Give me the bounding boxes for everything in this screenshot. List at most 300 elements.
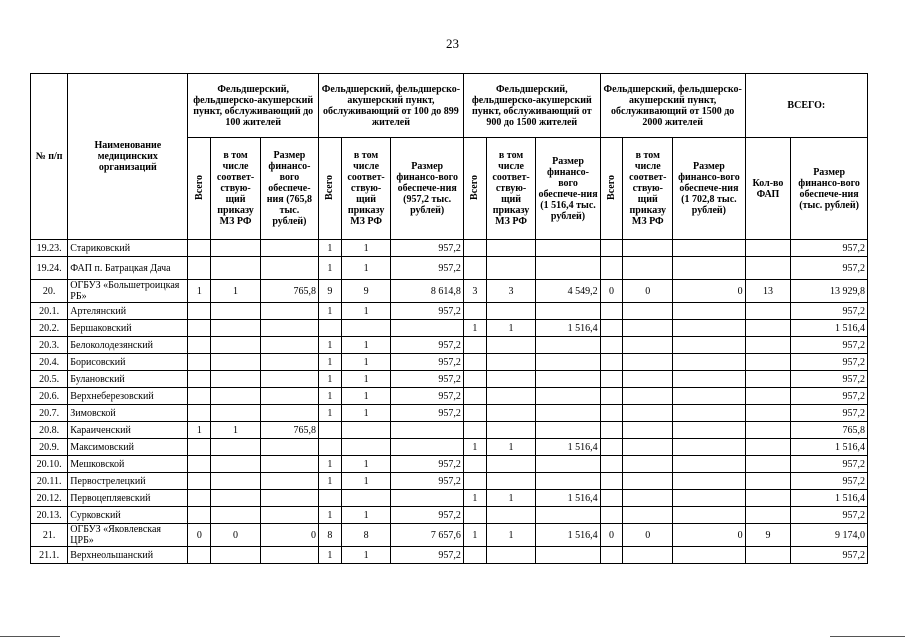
table-row	[31, 320, 868, 337]
organization-name: Белоколодезянский	[68, 337, 188, 354]
organization-name: Борисовский	[68, 354, 188, 371]
total-financing-cell: 957,2	[791, 507, 868, 524]
g1-total-cell	[188, 354, 211, 371]
header-g3-total: Всего	[463, 138, 486, 240]
g4-total-cell	[600, 240, 623, 257]
g1-in-that-cell: 1	[211, 422, 261, 439]
g1-in-that-cell: 0	[211, 524, 261, 547]
g4-total-cell	[600, 456, 623, 473]
table-row	[31, 490, 868, 507]
g2-in-that-cell: 1	[341, 507, 391, 524]
g2-financing-cell: 957,2	[391, 547, 464, 564]
g1-total-cell	[188, 257, 211, 280]
total-financing-cell: 957,2	[791, 240, 868, 257]
g2-financing-cell: 957,2	[391, 354, 464, 371]
g2-financing-cell: 8 614,8	[391, 280, 464, 303]
g3-total-cell	[463, 547, 486, 564]
g3-total-cell	[463, 507, 486, 524]
g4-in-that-cell: 0	[623, 280, 673, 303]
header-group-up-to-100: Фельдшерский, фельдшерско-акушерский пункт, обслуживающий до 100 жителей	[188, 74, 319, 138]
g4-total-cell	[600, 354, 623, 371]
g2-financing-cell	[391, 439, 464, 456]
header-g3-financing: Размер финансо-вого обеспече-ния (1 516,4 тыс. рублей)	[536, 138, 600, 240]
total-financing-cell: 957,2	[791, 337, 868, 354]
g3-financing-cell	[536, 337, 600, 354]
total-financing-cell: 9 174,0	[791, 524, 868, 547]
g3-in-that-cell: 1	[486, 490, 536, 507]
g1-in-that-cell	[211, 405, 261, 422]
g3-total-cell	[463, 456, 486, 473]
g2-total-cell: 1	[318, 547, 341, 564]
g2-total-cell: 1	[318, 388, 341, 405]
g3-in-that-cell	[486, 405, 536, 422]
g4-financing-cell	[673, 388, 746, 405]
g4-in-that-cell	[623, 473, 673, 490]
g1-financing-cell	[260, 257, 318, 280]
g2-in-that-cell: 1	[341, 473, 391, 490]
header-organization-name: Наименование медицинских организаций	[68, 74, 188, 240]
g2-total-cell: 1	[318, 473, 341, 490]
g2-total-cell: 1	[318, 405, 341, 422]
g3-financing-cell	[536, 257, 600, 280]
g4-in-that-cell	[623, 422, 673, 439]
fap-count-cell	[745, 257, 791, 280]
g2-total-cell: 9	[318, 280, 341, 303]
g4-total-cell: 0	[600, 524, 623, 547]
g2-total-cell: 1	[318, 371, 341, 388]
fap-count-cell	[745, 354, 791, 371]
total-financing-cell: 957,2	[791, 388, 868, 405]
header-group-1500-2000: Фельдшерский, фельдшерско-акушерский пункт, обслуживающий от 1500 до 2000 жителей	[600, 74, 745, 138]
g4-financing-cell	[673, 240, 746, 257]
row-number: 20.10.	[31, 456, 68, 473]
g1-in-that-cell: 1	[211, 280, 261, 303]
g4-financing-cell: 0	[673, 280, 746, 303]
organization-name: Мешковской	[68, 456, 188, 473]
row-number: 20.2.	[31, 320, 68, 337]
g1-total-cell	[188, 490, 211, 507]
g3-total-cell: 1	[463, 524, 486, 547]
g4-financing-cell	[673, 456, 746, 473]
table-row	[31, 303, 868, 320]
fap-count-cell	[745, 439, 791, 456]
header-g1-total: Всего	[188, 138, 211, 240]
total-financing-cell: 957,2	[791, 547, 868, 564]
g2-total-cell: 1	[318, 507, 341, 524]
total-financing-cell: 957,2	[791, 405, 868, 422]
g3-financing-cell	[536, 547, 600, 564]
g2-financing-cell: 957,2	[391, 257, 464, 280]
table-row	[31, 524, 868, 547]
g1-financing-cell: 765,8	[260, 280, 318, 303]
g3-financing-cell	[536, 456, 600, 473]
g1-total-cell: 1	[188, 422, 211, 439]
g3-total-cell	[463, 354, 486, 371]
g1-total-cell	[188, 547, 211, 564]
g1-total-cell: 0	[188, 524, 211, 547]
g4-in-that-cell	[623, 388, 673, 405]
row-number: 19.23.	[31, 240, 68, 257]
organization-name: Максимовский	[68, 439, 188, 456]
g3-financing-cell: 1 516,4	[536, 439, 600, 456]
g1-total-cell	[188, 371, 211, 388]
g3-in-that-cell	[486, 547, 536, 564]
g1-financing-cell	[260, 320, 318, 337]
g2-total-cell: 1	[318, 303, 341, 320]
g1-financing-cell	[260, 388, 318, 405]
g2-financing-cell: 957,2	[391, 240, 464, 257]
g1-financing-cell	[260, 303, 318, 320]
g2-financing-cell	[391, 320, 464, 337]
fap-count-cell	[745, 388, 791, 405]
g3-in-that-cell	[486, 337, 536, 354]
g4-financing-cell	[673, 257, 746, 280]
g4-financing-cell	[673, 422, 746, 439]
row-number: 20.13.	[31, 507, 68, 524]
g3-total-cell	[463, 388, 486, 405]
g1-in-that-cell	[211, 371, 261, 388]
header-g4-financing: Размер финансо-вого обеспече-ния (1 702,8 тыс. рублей)	[673, 138, 746, 240]
g4-total-cell	[600, 405, 623, 422]
g2-in-that-cell: 9	[341, 280, 391, 303]
g4-total-cell	[600, 507, 623, 524]
g1-financing-cell	[260, 439, 318, 456]
total-financing-cell: 13 929,8	[791, 280, 868, 303]
g4-in-that-cell	[623, 257, 673, 280]
header-g4-in-that: в том числе соответ-ствую-щий приказу МЗ РФ	[623, 138, 673, 240]
table-row	[31, 354, 868, 371]
g1-financing-cell	[260, 240, 318, 257]
row-number: 20.3.	[31, 337, 68, 354]
g2-financing-cell	[391, 490, 464, 507]
g3-total-cell	[463, 422, 486, 439]
g1-in-that-cell	[211, 490, 261, 507]
g2-total-cell: 8	[318, 524, 341, 547]
g2-total-cell: 1	[318, 337, 341, 354]
g2-in-that-cell: 1	[341, 388, 391, 405]
organization-name: Стариковский	[68, 240, 188, 257]
fap-count-cell	[745, 303, 791, 320]
g2-total-cell	[318, 490, 341, 507]
g1-total-cell	[188, 439, 211, 456]
header-g4-total: Всего	[600, 138, 623, 240]
total-financing-cell: 957,2	[791, 354, 868, 371]
g4-financing-cell	[673, 473, 746, 490]
g1-total-cell	[188, 456, 211, 473]
g1-in-that-cell	[211, 303, 261, 320]
fap-count-cell	[745, 337, 791, 354]
fap-count-cell	[745, 320, 791, 337]
g3-financing-cell: 4 549,2	[536, 280, 600, 303]
total-financing-cell: 957,2	[791, 473, 868, 490]
total-financing-cell: 1 516,4	[791, 490, 868, 507]
g1-financing-cell	[260, 490, 318, 507]
g3-total-cell: 1	[463, 320, 486, 337]
g4-financing-cell	[673, 337, 746, 354]
g1-financing-cell	[260, 371, 318, 388]
fap-count-cell	[745, 422, 791, 439]
organization-name: Зимовской	[68, 405, 188, 422]
g3-total-cell	[463, 303, 486, 320]
row-number: 20.9.	[31, 439, 68, 456]
g1-total-cell: 1	[188, 280, 211, 303]
g1-in-that-cell	[211, 240, 261, 257]
g4-total-cell	[600, 473, 623, 490]
g4-financing-cell	[673, 547, 746, 564]
g4-in-that-cell	[623, 337, 673, 354]
g2-in-that-cell: 1	[341, 371, 391, 388]
g3-total-cell	[463, 473, 486, 490]
g2-total-cell: 1	[318, 240, 341, 257]
g2-total-cell: 1	[318, 354, 341, 371]
g3-financing-cell	[536, 422, 600, 439]
g1-financing-cell	[260, 547, 318, 564]
organization-name: Булановский	[68, 371, 188, 388]
g4-total-cell	[600, 547, 623, 564]
g3-in-that-cell: 1	[486, 524, 536, 547]
g3-in-that-cell	[486, 422, 536, 439]
g1-financing-cell: 765,8	[260, 422, 318, 439]
g4-financing-cell	[673, 507, 746, 524]
header-g2-total: Всего	[318, 138, 341, 240]
g4-total-cell	[600, 422, 623, 439]
total-financing-cell: 957,2	[791, 371, 868, 388]
organization-name: Первострелецкий	[68, 473, 188, 490]
g1-total-cell	[188, 303, 211, 320]
g4-in-that-cell	[623, 547, 673, 564]
g3-in-that-cell: 3	[486, 280, 536, 303]
fap-count-cell	[745, 456, 791, 473]
g4-financing-cell	[673, 371, 746, 388]
g3-financing-cell: 1 516,4	[536, 320, 600, 337]
g3-total-cell: 3	[463, 280, 486, 303]
g2-financing-cell: 7 657,6	[391, 524, 464, 547]
table-row	[31, 337, 868, 354]
g2-in-that-cell: 1	[341, 303, 391, 320]
header-group-100-899: Фельдшерский, фельдшерско-акушерский пункт, обслуживающий от 100 до 899 жителей	[318, 74, 463, 138]
row-number: 20.7.	[31, 405, 68, 422]
g3-in-that-cell	[486, 354, 536, 371]
organization-name: Верхнеольшанский	[68, 547, 188, 564]
g1-total-cell	[188, 473, 211, 490]
g3-in-that-cell	[486, 388, 536, 405]
table-row	[31, 388, 868, 405]
table-row	[31, 240, 868, 257]
g4-in-that-cell: 0	[623, 524, 673, 547]
page-number: 23	[446, 36, 459, 51]
g1-financing-cell	[260, 354, 318, 371]
g4-total-cell	[600, 257, 623, 280]
organization-name: Верхнеберезовский	[68, 388, 188, 405]
g4-in-that-cell	[623, 405, 673, 422]
g2-in-that-cell	[341, 320, 391, 337]
g1-financing-cell	[260, 405, 318, 422]
scan-artifact-line	[0, 636, 60, 637]
g4-in-that-cell	[623, 354, 673, 371]
g3-financing-cell: 1 516,4	[536, 524, 600, 547]
g2-financing-cell: 957,2	[391, 303, 464, 320]
total-financing-cell: 1 516,4	[791, 439, 868, 456]
row-number: 20.4.	[31, 354, 68, 371]
table-row	[31, 456, 868, 473]
table-row	[31, 280, 868, 303]
g2-in-that-cell: 1	[341, 547, 391, 564]
organization-name: ФАП п. Батрацкая Дача	[68, 257, 188, 280]
g3-in-that-cell: 1	[486, 439, 536, 456]
table-row	[31, 507, 868, 524]
g2-in-that-cell: 1	[341, 257, 391, 280]
g1-total-cell	[188, 405, 211, 422]
g2-financing-cell: 957,2	[391, 473, 464, 490]
total-financing-cell: 765,8	[791, 422, 868, 439]
g2-financing-cell: 957,2	[391, 388, 464, 405]
g4-total-cell	[600, 303, 623, 320]
scan-artifact-line	[830, 636, 905, 637]
g2-financing-cell: 957,2	[391, 337, 464, 354]
total-financing-cell: 957,2	[791, 456, 868, 473]
g1-total-cell	[188, 388, 211, 405]
g1-in-that-cell	[211, 473, 261, 490]
g3-total-cell	[463, 371, 486, 388]
organization-name: Сурковский	[68, 507, 188, 524]
g3-in-that-cell	[486, 257, 536, 280]
g3-financing-cell: 1 516,4	[536, 490, 600, 507]
g2-in-that-cell: 8	[341, 524, 391, 547]
g1-financing-cell	[260, 337, 318, 354]
row-number: 20.	[31, 280, 68, 303]
g4-total-cell	[600, 337, 623, 354]
g4-in-that-cell	[623, 303, 673, 320]
g3-financing-cell	[536, 507, 600, 524]
g4-financing-cell	[673, 490, 746, 507]
row-number: 21.1.	[31, 547, 68, 564]
g1-in-that-cell	[211, 547, 261, 564]
g4-total-cell	[600, 320, 623, 337]
g3-in-that-cell	[486, 303, 536, 320]
g4-in-that-cell	[623, 507, 673, 524]
g2-financing-cell: 957,2	[391, 456, 464, 473]
g1-total-cell	[188, 337, 211, 354]
table-row	[31, 473, 868, 490]
g3-in-that-cell	[486, 473, 536, 490]
g1-in-that-cell	[211, 456, 261, 473]
g3-total-cell: 1	[463, 439, 486, 456]
fap-financing-table	[30, 73, 868, 564]
row-number: 21.	[31, 524, 68, 547]
g4-in-that-cell	[623, 456, 673, 473]
g2-in-that-cell	[341, 439, 391, 456]
g4-total-cell	[600, 439, 623, 456]
g2-in-that-cell: 1	[341, 405, 391, 422]
g3-total-cell	[463, 240, 486, 257]
g4-in-that-cell	[623, 439, 673, 456]
total-financing-cell: 1 516,4	[791, 320, 868, 337]
total-financing-cell: 957,2	[791, 257, 868, 280]
g2-in-that-cell: 1	[341, 354, 391, 371]
fap-count-cell	[745, 405, 791, 422]
g3-financing-cell	[536, 240, 600, 257]
g2-financing-cell: 957,2	[391, 405, 464, 422]
fap-count-cell: 9	[745, 524, 791, 547]
header-g3-in-that: в том числе соответ-ствую-щий приказу МЗ РФ	[486, 138, 536, 240]
g1-total-cell	[188, 240, 211, 257]
g2-total-cell: 1	[318, 257, 341, 280]
fap-count-cell	[745, 547, 791, 564]
g1-in-that-cell	[211, 337, 261, 354]
g4-financing-cell	[673, 303, 746, 320]
table-row	[31, 439, 868, 456]
fap-count-cell	[745, 240, 791, 257]
g2-in-that-cell	[341, 422, 391, 439]
g1-financing-cell	[260, 473, 318, 490]
header-g1-financing: Размер финансо-вого обеспече-ния (765,8 тыс. рублей)	[260, 138, 318, 240]
g3-in-that-cell	[486, 456, 536, 473]
header-no: № п/п	[31, 74, 68, 240]
g2-in-that-cell: 1	[341, 337, 391, 354]
fap-count-cell: 13	[745, 280, 791, 303]
g2-in-that-cell: 1	[341, 456, 391, 473]
organization-name: Первоцепляевский	[68, 490, 188, 507]
header-fap-count: Кол-во ФАП	[745, 138, 791, 240]
g2-total-cell	[318, 422, 341, 439]
table-body	[31, 240, 868, 564]
g4-total-cell	[600, 388, 623, 405]
g4-financing-cell	[673, 320, 746, 337]
g1-in-that-cell	[211, 257, 261, 280]
row-number: 20.8.	[31, 422, 68, 439]
table-row	[31, 547, 868, 564]
g3-in-that-cell: 1	[486, 320, 536, 337]
row-number: 19.24.	[31, 257, 68, 280]
g2-in-that-cell	[341, 490, 391, 507]
g3-total-cell	[463, 405, 486, 422]
header-group-900-1500: Фельдшерский, фельдшерско-акушерский пункт, обслуживающий от 900 до 1500 жителей	[463, 74, 600, 138]
g4-financing-cell	[673, 439, 746, 456]
g3-financing-cell	[536, 473, 600, 490]
g4-total-cell: 0	[600, 280, 623, 303]
organization-name: Артелянский	[68, 303, 188, 320]
organization-name: ОГБУЗ «Большетроицкая РБ»	[68, 280, 188, 303]
g4-total-cell	[600, 490, 623, 507]
g1-total-cell	[188, 507, 211, 524]
g2-total-cell	[318, 439, 341, 456]
g1-in-that-cell	[211, 507, 261, 524]
g2-total-cell: 1	[318, 456, 341, 473]
g1-in-that-cell	[211, 320, 261, 337]
g3-financing-cell	[536, 354, 600, 371]
organization-name: Караиченский	[68, 422, 188, 439]
header-g2-in-that: в том числе соответ-ствую-щий приказу МЗ РФ	[341, 138, 391, 240]
total-financing-cell: 957,2	[791, 303, 868, 320]
g2-financing-cell	[391, 422, 464, 439]
fap-count-cell	[745, 507, 791, 524]
row-number: 20.11.	[31, 473, 68, 490]
g1-financing-cell	[260, 456, 318, 473]
g2-total-cell	[318, 320, 341, 337]
table-row	[31, 371, 868, 388]
g3-total-cell	[463, 257, 486, 280]
g2-financing-cell: 957,2	[391, 507, 464, 524]
fap-count-cell	[745, 473, 791, 490]
g3-financing-cell	[536, 388, 600, 405]
g2-in-that-cell: 1	[341, 240, 391, 257]
header-total: ВСЕГО:	[745, 74, 867, 138]
g4-in-that-cell	[623, 490, 673, 507]
row-number: 20.6.	[31, 388, 68, 405]
g4-total-cell	[600, 371, 623, 388]
g1-total-cell	[188, 320, 211, 337]
g3-in-that-cell	[486, 507, 536, 524]
